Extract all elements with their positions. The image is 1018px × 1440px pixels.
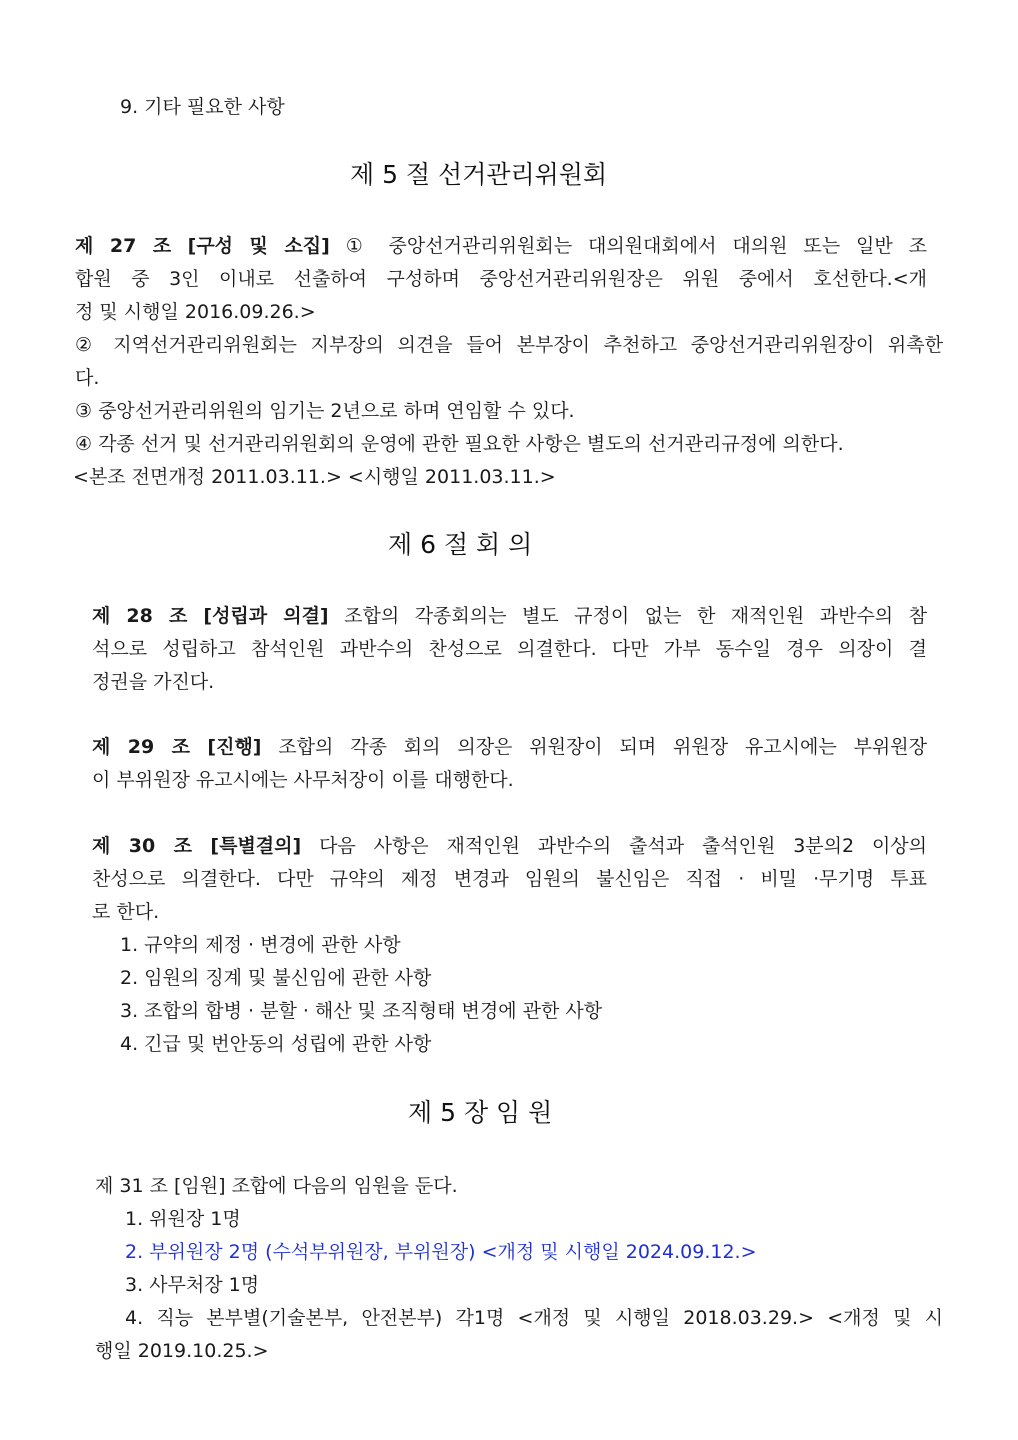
- article-30-item-4: 4. 긴급 및 번안동의 성립에 관한 사항: [120, 1033, 432, 1055]
- list-item-9: 9. 기타 필요한 사항: [120, 96, 285, 118]
- article-27-line-1: [75, 234, 927, 258]
- article-30-line-1: [92, 834, 927, 858]
- article-28-line-2: 석으로 성립하고 참석인원 과반수의 찬성으로 의결한다. 다만 가부 동수일 경우 의장이 결: [92, 638, 927, 660]
- article-29-heading: 제 29 조 [진행]: [92, 736, 262, 758]
- article-27-para-3: ③ 중앙선거관리위원의 임기는 2년으로 하며 연임할 수 있다.: [75, 400, 575, 422]
- article-27-para-4: ④ 각종 선거 및 선거관리위원회의 운영에 관한 필요한 사항은 별도의 선거관리규정에 의한다.: [75, 433, 844, 455]
- article-28-heading: 제 28 조 [성립과 의결]: [92, 605, 329, 627]
- article-29-line-2: 이 부위원장 유고시에는 사무처장이 이를 대행한다.: [92, 769, 514, 791]
- article-29-line-1: [92, 735, 927, 759]
- article-30-item-1: 1. 규약의 제정 · 변경에 관한 사항: [120, 934, 401, 956]
- article-31-heading: 제 31 조 [임원] 조합에 다음의 임원을 둔다.: [95, 1175, 458, 1197]
- article-27-line-2: 합원 중 3인 이내로 선출하여 구성하며 중앙선거관리위원장은 위원 중에서 호선한다.<개: [75, 268, 927, 290]
- article-30-item-3: 3. 조합의 합병 · 분할 · 해산 및 조직형태 변경에 관한 사항: [120, 1000, 603, 1022]
- article-31-item-1: 1. 위원장 1명: [125, 1208, 241, 1230]
- article-27-heading: 제 27 조 [구성 및 소집]: [75, 235, 330, 257]
- article-27-para-2-cont: 다.: [75, 367, 100, 389]
- article-31-item-4-cont: 행일 2019.10.25.>: [95, 1340, 269, 1362]
- article-30-text: 다음 사항은 재적인원 과반수의 출석과 출석인원 3분의2 이상의: [319, 835, 928, 857]
- article-27-para-2: ② 지역선거관리위원회는 지부장의 의견을 들어 본부장이 추천하고 중앙선거관리위원장이 위촉한: [75, 334, 943, 356]
- article-31-item-2-amended: 2. 부위원장 2명 (수석부위원장, 부위원장) <개정 및 시행일 2024.09.12.>: [125, 1241, 757, 1263]
- article-30-line-3: 로 한다.: [92, 901, 160, 923]
- article-28-text: 조합의 각종회의는 별도 규정이 없는 한 재적인원 과반수의 참: [344, 605, 928, 627]
- article-27-text: ① 중앙선거관리위원회는 대의원대회에서 대의원 또는 일반 조: [345, 235, 927, 257]
- section-heading-5: 제 5 절 선거관리위원회: [350, 160, 608, 189]
- article-27-line-3: 정 및 시행일 2016.09.26.>: [75, 301, 316, 323]
- article-28-line-3: 정권을 가진다.: [92, 671, 215, 693]
- article-28-line-1: [92, 604, 927, 628]
- article-30-line-2: 찬성으로 의결한다. 다만 규약의 제정 변경과 임원의 불신임은 직접 · 비밀 ·무기명 투표: [92, 868, 927, 890]
- article-30-item-2: 2. 임원의 징계 및 불신임에 관한 사항: [120, 967, 432, 989]
- article-31-item-3: 3. 사무처장 1명: [125, 1274, 260, 1296]
- chapter-heading-5: 제 5 장 임 원: [408, 1098, 553, 1127]
- article-29-text: 조합의 각종 회의 의장은 위원장이 되며 위원장 유고시에는 부위원장: [278, 736, 927, 758]
- article-31-item-4: 4. 직능 본부별(기술본부, 안전본부) 각1명 <개정 및 시행일 2018.03.29.> <개정 및 시: [125, 1307, 943, 1329]
- article-27-amendment-note: <본조 전면개정 2011.03.11.> <시행일 2011.03.11.>: [73, 466, 556, 488]
- article-30-heading: 제 30 조 [특별결의]: [92, 835, 302, 857]
- section-heading-6: 제 6 절 회 의: [388, 530, 533, 559]
